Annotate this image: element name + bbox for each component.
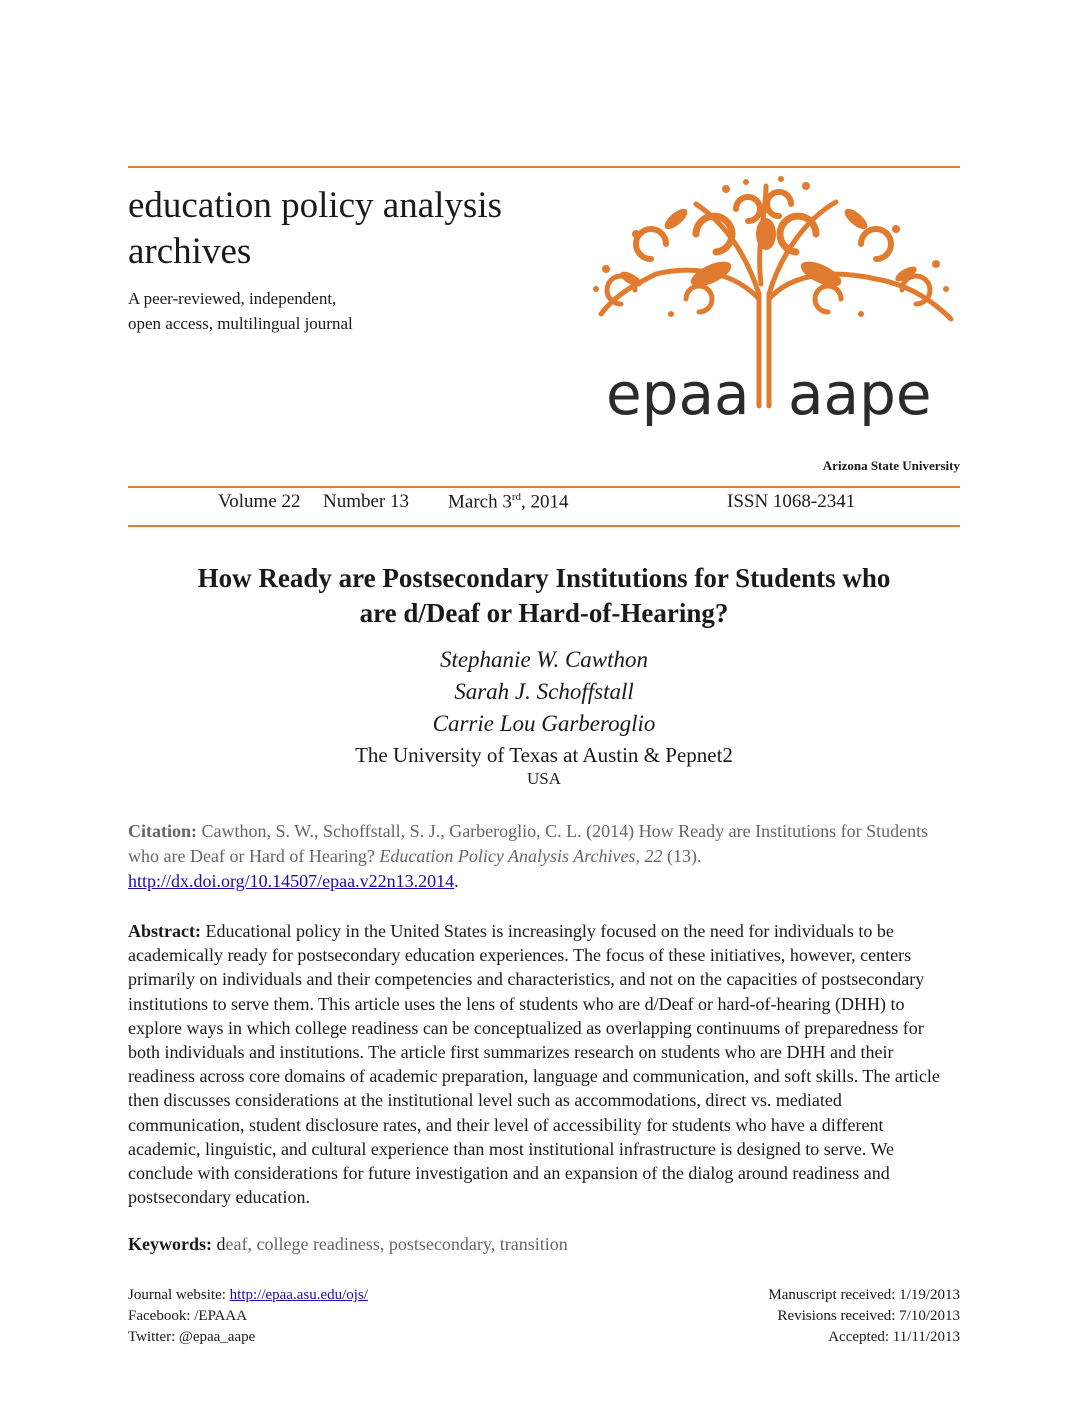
issue-number: Number 13	[323, 491, 410, 512]
website-link[interactable]: http://epaa.asu.edu/ojs/	[229, 1287, 368, 1303]
abstract	[128, 919, 960, 1209]
keywords-first-char: d	[212, 1234, 226, 1254]
article-title-line2: are d/Deaf or Hard-of-Hearing?	[359, 598, 729, 628]
article-title-line1: How Ready are Postsecondary Institutions for Students who	[197, 563, 891, 593]
journal-website	[128, 1285, 368, 1306]
website-label: Journal website:	[128, 1287, 230, 1303]
keywords	[128, 1232, 960, 1256]
author-3: Carrie Lou Garberoglio	[432, 711, 656, 736]
issue-top-rule	[128, 486, 960, 488]
issue-issn: ISSN 1068-2341	[727, 491, 856, 512]
author-1: Stephanie W. Cawthon	[439, 647, 649, 672]
institution-name: Arizona State University	[822, 458, 960, 473]
facebook: Facebook: /EPAAA	[128, 1308, 248, 1324]
country: USA	[526, 769, 561, 788]
issue-volume: Volume 22	[218, 491, 301, 512]
epaa-tree-logo	[576, 174, 966, 444]
citation-label: Citation:	[128, 821, 197, 841]
logo-epaa-text: epaa	[606, 360, 750, 428]
revisions-received: Revisions received: 7/10/2013	[777, 1308, 960, 1324]
footer-left	[128, 1285, 368, 1348]
issue-date-month: March 3	[448, 491, 512, 513]
logo-aape-text: aape	[788, 360, 932, 428]
footer-right	[768, 1285, 960, 1348]
journal-title-line2: archives	[128, 231, 252, 272]
citation-issue: (13).	[662, 846, 702, 866]
issue-date-suffix: rd	[511, 491, 522, 503]
issue-bottom-rule	[128, 525, 960, 527]
keywords-text: eaf, college readiness, postsecondary, transition	[225, 1234, 568, 1254]
twitter: Twitter: @epaa_aape	[128, 1329, 256, 1345]
journal-title-line1: education policy analysis	[128, 185, 503, 226]
citation-text: Cawthon, S. W., Schoffstall, S. J., Garberoglio, C. L. (2014) How Ready are Institutions for Students who are Deaf or Hard of Hearing?	[128, 821, 929, 866]
citation-journal: Education Policy Analysis Archives, 22	[379, 846, 663, 866]
journal-tagline	[128, 286, 468, 336]
manuscript-received: Manuscript received: 1/19/2013	[768, 1287, 960, 1303]
accepted: Accepted: 11/11/2013	[828, 1329, 960, 1345]
journal-title	[128, 183, 588, 275]
issue-date	[448, 491, 569, 513]
citation-doi-link[interactable]: http://dx.doi.org/10.14507/epaa.v22n13.2014	[128, 871, 455, 891]
header-top-rule	[128, 166, 960, 168]
keywords-label: Keywords:	[128, 1234, 212, 1254]
article-title	[128, 561, 960, 631]
tagline-line1: A peer-reviewed, independent,	[128, 289, 337, 308]
citation-end: .	[454, 871, 459, 891]
author-2: Sarah J. Schoffstall	[454, 679, 634, 704]
affiliation: The University of Texas at Austin & Pepnet2	[355, 743, 733, 767]
citation	[128, 819, 948, 894]
abstract-label: Abstract:	[128, 921, 201, 941]
tagline-line2: open access, multilingual journal	[128, 314, 353, 333]
abstract-text: Educational policy in the United States is increasingly focused on the need for individuals to be academically ready for postsecondary education experiences. The focus of these initiatives, however, centers primarily on individuals and their competencies and characteristics, and not on the capacities of postsecondary institutions to serve them. This article uses the lens of students who are d/Deaf or hard-of-hearing (DHH) to explore ways in which college readiness can be conceptualized as overlapping continuums of preparedness for both individuals and institutions. The article first summarizes research on students who are DHH and their readiness across core domains of academic preparation, language and communication, and soft skills. The article then discusses considerations at the institutional level such as accommodations, direct vs. mediated communication, student disclosure rates, and their level of accessibility for students who have a different academic, linguistic, and cultural experience than most institutional infrastructure is designed to serve. We conclude with considerations for future investigation and an expansion of the dialog around readiness and postsecondary education.	[128, 921, 940, 1208]
issue-date-year: , 2014	[521, 491, 569, 513]
